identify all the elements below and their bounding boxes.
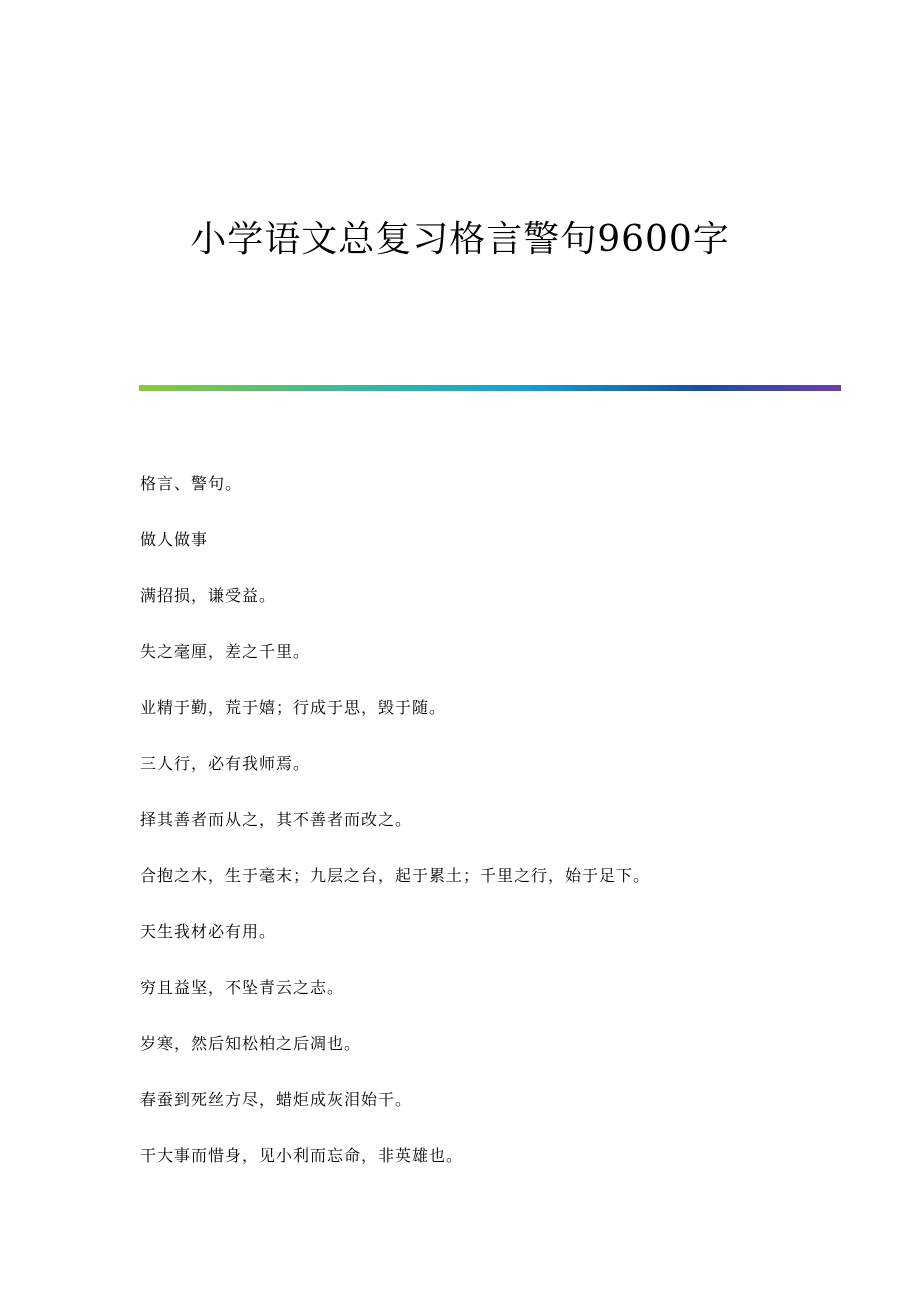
gradient-divider (139, 385, 841, 391)
list-item: 合抱之木，生于毫末；九层之台，起于累土；千里之行，始于足下。 (140, 866, 651, 885)
list-item: 岁寒，然后知松柏之后凋也。 (140, 1034, 362, 1053)
list-item: 春蚕到死丝方尽，蜡炬成灰泪始干。 (140, 1090, 413, 1109)
list-item: 三人行，必有我师焉。 (140, 754, 311, 773)
list-item: 失之毫厘，差之千里。 (140, 642, 311, 661)
list-item: 择其善者而从之，其不善者而改之。 (140, 810, 413, 829)
page-title: 小学语文总复习格言警句9600字 (190, 219, 730, 260)
list-item: 满招损，谦受益。 (140, 586, 277, 605)
list-item: 天生我材必有用。 (140, 922, 277, 941)
list-item: 干大事而惜身，见小利而忘命，非英雄也。 (140, 1146, 464, 1165)
list-item: 做人做事 (140, 530, 209, 549)
list-item: 穷且益坚，不坠青云之志。 (140, 978, 345, 997)
list-item: 业精于勤，荒于嬉；行成于思，毁于随。 (140, 698, 447, 717)
list-item: 格言、警句。 (140, 474, 243, 493)
quote-list (140, 470, 840, 1198)
